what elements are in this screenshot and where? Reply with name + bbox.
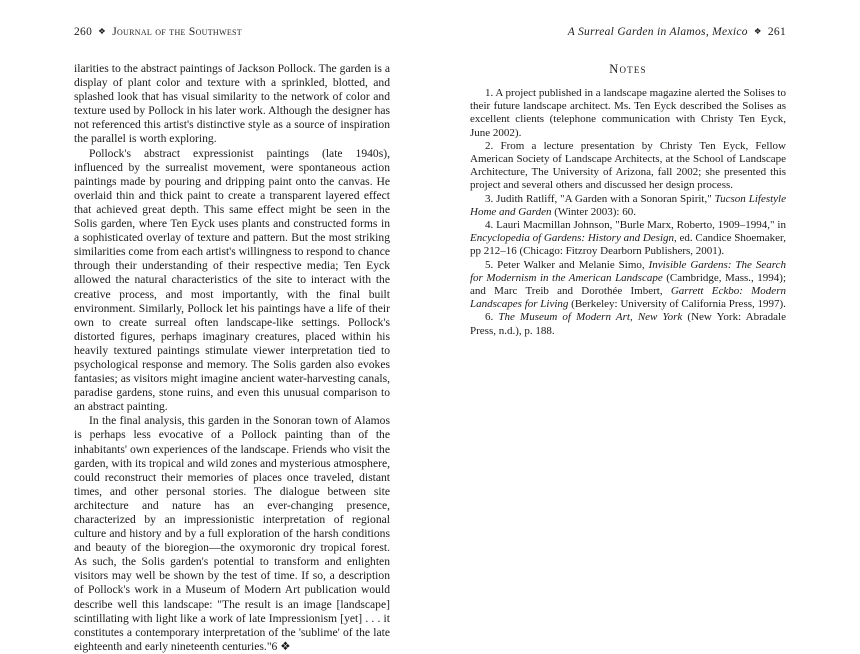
left-running-head [74,26,390,48]
diamond-icon: ❖ [98,26,107,36]
note-number: 2. [485,139,494,152]
left-running-title: Journal of the Southwest [112,26,242,38]
note-text: Judith Ratliff, "A Garden with a Sonoran Spirit," [493,192,715,205]
note-title-italic: Garrett Eckbo: Modern Landscapes for Living [470,285,786,311]
right-running-title: A Surreal Garden in Alamos, Mexico [567,26,748,38]
note-item [470,140,786,193]
note-text: (Berkeley: University of California Press, 1997). [568,298,786,311]
note-text: (Winter 2003): 60. [551,205,636,218]
note-number: 4. [485,219,494,232]
right-running-head [470,26,786,48]
note-text: Peter Walker and Melanie Simo, [493,258,649,271]
note-number: 6. [485,311,494,324]
note-item [470,87,786,140]
paragraph: ilarities to the abstract paintings of Jackson Pollock. The garden is a display of plant color and texture with a sprinkled, blotted, and splashed look that has visual similarity to the network of color and texture used by Pollock in his later work. Although the designer has not referenced this artist's distinctive style as a source of inspiration the parallel is worth exploring. [74,62,390,146]
note-item [470,259,786,312]
note-title-italic: The Museum of Modern Art, New York [498,311,683,324]
note-title-italic: Invisible Gardens: The Search for Modernism in the American Landscape [470,258,786,284]
right-page [430,0,860,638]
note-text: From a lecture presentation by Christy Ten Eyck, Fellow American Society of Landscape Architects, at the School of Landscape Architecture, The University of Arizona, fall 2002; she presented this project and several others and discussed her design process. [470,139,786,192]
paragraph: In the final analysis, this garden in the Sonoran town of Alamos is perhaps less evocative of a Pollock painting than of the inhabitants' own experiences of the landscape. Friends who visit the garden, with its tropical and wild zones and mysterious atmosphere, could reconstruct their memories of places once traveled, distant times, and other personal stories. The dialogue between site architecture and nature has an ever-changing presence, characterized by an impressionistic interpretation of regional culture and history and by a full exploration of the harsh conditions and beauty of the bioregion—the oxymoronic dry tropical forest. As such, the Solis garden's potential to transform and enlighten visitors may well be shown by the test of time. If so, a description of Pollock's work in a Museum of Modern Art publication would describe well this landscape: "The result is an image [landscape] scintillating with light like a work of late Impressionism [yet] . . . it constitutes a contemporary interpretation of the 'sublime' of the late eighteenth and early nineteenth centuries."6 ❖ [74,414,390,653]
note-number: 1. [485,87,494,99]
note-item [470,311,786,337]
paragraph: Pollock's abstract expressionist paintings (late 1940s), influenced by the surrealist movement, were spontaneous action paintings made by pouring and dripping paint onto the canvas. He overlaid thin and thick paint to create a transparent layered effect that achieved great depth. This same effect might be seen in the Solis garden, where Ten Eyck uses plants and constructed forms in a sophisticated overlay of texture and pattern. But the most striking similarities come from each artist's willingness to respond to chance through their understanding of their respective media; Ten Eyck allowed the natural characteristics of the site to interact with the creative process, and most importantly, with the final built environment. Similarly, Pollock let his paintings have a life of their own to create surreal often landscape-like settings. Pollock's distorted figures, perhaps imaginary creatures, placed within his heavily textured paintings stimulate viewer interpretation tied to psychological response and memory. The Solis garden also evokes fantasies; as visitors might imagine ancient water-harvesting canals, paradise gardens, stone ruins, and even this unusual comparison to an abstract painting. [74,146,391,414]
right-folio: 261 [767,26,786,38]
note-text: Lauri Macmillan Johnson, "Burle Marx, Roberto, 1909–1994," in [493,219,786,232]
diamond-icon: ❖ [753,26,762,36]
note-title-italic: Tucson Lifestyle Home and Garden [470,192,786,218]
note-text: , ed. Candice Shoemaker, pp 212–16 (Chicago: Fitzroy Dearborn Publishers, 2001). [470,232,786,258]
notes-list [470,87,786,338]
note-title-italic: Encyclopedia of Gardens: History and Design [470,232,675,245]
note-text: (New York: Abradale Press, n.d.), p. 188. [470,311,786,337]
note-item [470,193,786,219]
note-text: (Cambridge, Mass., 1994); and Marc Treib and Dorothée Imbert, [470,271,787,298]
left-folio: 260 [74,26,93,38]
notes-heading: Notes [609,62,647,76]
note-item [470,219,786,259]
note-number: 5. [485,258,494,271]
note-number: 3. [485,192,494,205]
left-body-text [74,62,390,654]
left-page [0,0,430,653]
note-text: A project published in a landscape magazine alerted the Solises to their future landscape architect. Ms. Ten Eyck described the Solises as excellent clients (telephone communication with Christy Ten Eyck, June 2002). [470,87,786,139]
